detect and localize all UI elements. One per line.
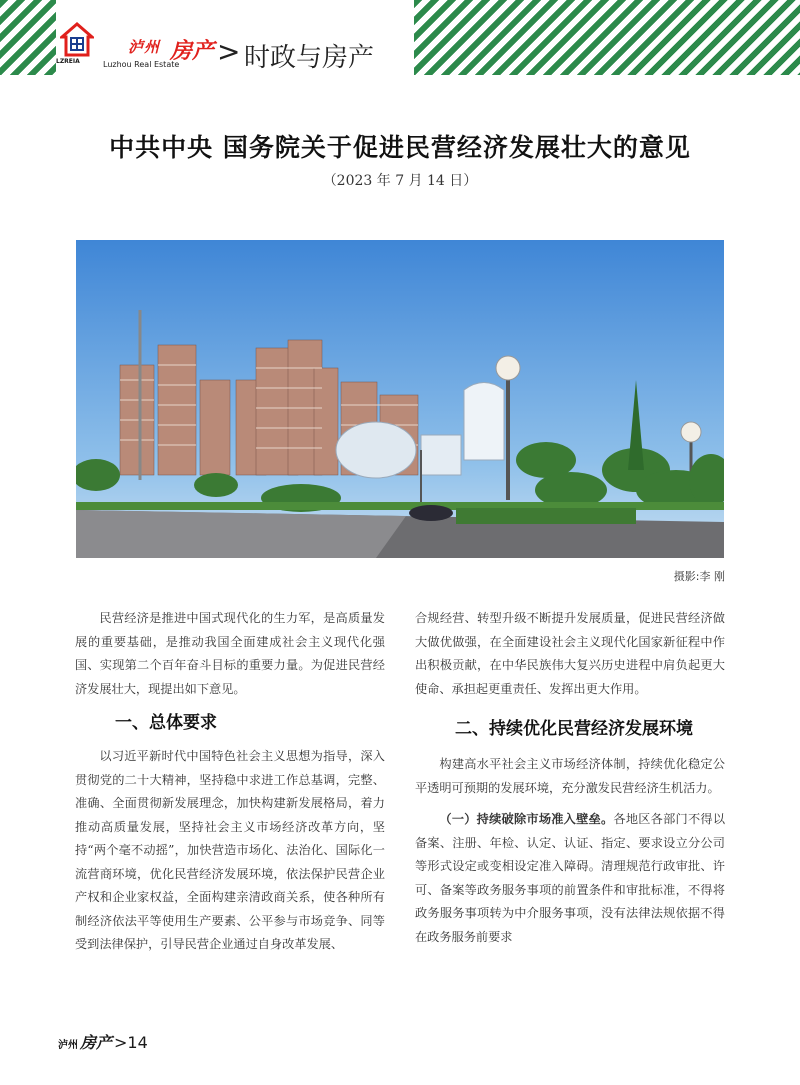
footer-brand-cn: 泸州	[58, 1040, 78, 1051]
house-logo-icon	[60, 22, 94, 58]
paragraph-3	[415, 808, 725, 949]
right-column	[415, 607, 725, 949]
paragraph-3-body: 各地区各部门不得以备案、注册、年检、认定、认证、指定、要求设立分公司等形式设定或变相设定准入障碍。清理规范行政审批、许可、备案等政务服务事项的前置条件和审批标准，不得将政务服务事项转为中介服务事项，没有法律法规依据不得在政务服务前要求	[415, 812, 726, 944]
section-title: 时政与房产	[244, 43, 375, 73]
page-footer	[58, 1030, 148, 1053]
brand-name-en: Luzhou Real Estate	[103, 60, 180, 69]
city-photo	[76, 240, 724, 558]
photo-credit: 摄影:李 刚	[673, 570, 725, 583]
section-heading-2: 二、持续优化民营经济发展环境	[455, 719, 693, 739]
article-title: 中共中央 国务院关于促进民营经济发展壮大的意见	[109, 133, 691, 162]
paragraph-3-lead: （一）持续破除市场准入壁垒。	[439, 812, 614, 826]
brand-name-fangchan: 房产	[170, 39, 215, 64]
chevron-right-icon: >	[217, 35, 241, 68]
page-number: >14	[114, 1033, 148, 1052]
footer-brand-fangchan: 房产	[80, 1033, 113, 1052]
paragraph-1-continued: 合规经营、转型升级不断提升发展质量，促进民营经济做大做优做强，在全面建设社会主义现代化国家新征程中作出积极贡献，在中华民族伟大复兴历史进程中肩负起更大使命、承担起更重责任、发挥出更大作用。	[415, 611, 725, 696]
section-heading-1: 一、总体要求	[115, 713, 217, 733]
logo-text: LZREIA	[56, 58, 80, 65]
paragraph-1: 以习近平新时代中国特色社会主义思想为指导，深入贯彻党的二十大精神，坚持稳中求进工作总基调，完整、准确、全面贯彻新发展理念，加快构建新发展格局，着力推动高质量发展，坚持社会主义市场经济改革方向，坚持“两个毫不动摇”，加快营造市场化、法治化、国际化一流营商环境，优化民营经济发展环境，依法保护民营企业产权和企业家权益，全面构建亲清政商关系，使各种所有制经济依法平等使用生产要素、公平参与市场竞争、同等受到法律保护，引导民营企业通过自身改革发展、	[75, 749, 385, 951]
intro-paragraph: 民营经济是推进中国式现代化的生力军，是高质量发展的重要基础，是推动我国全面建成社会主义现代化强国、实现第二个百年奋斗目标的重要力量。为促进民营经济发展壮大，现提出如下意见。	[75, 611, 385, 696]
left-column	[75, 607, 385, 957]
header-stripes-right	[414, 0, 800, 75]
header-stripes-left	[0, 0, 56, 75]
article-date: （2023 年 7 月 14 日）	[322, 173, 478, 189]
paragraph-2: 构建高水平社会主义市场经济体制，持续优化稳定公平透明可预期的发展环境，充分激发民营经济生机活力。	[415, 757, 725, 795]
brand-name-cn: 泸州	[128, 38, 161, 56]
